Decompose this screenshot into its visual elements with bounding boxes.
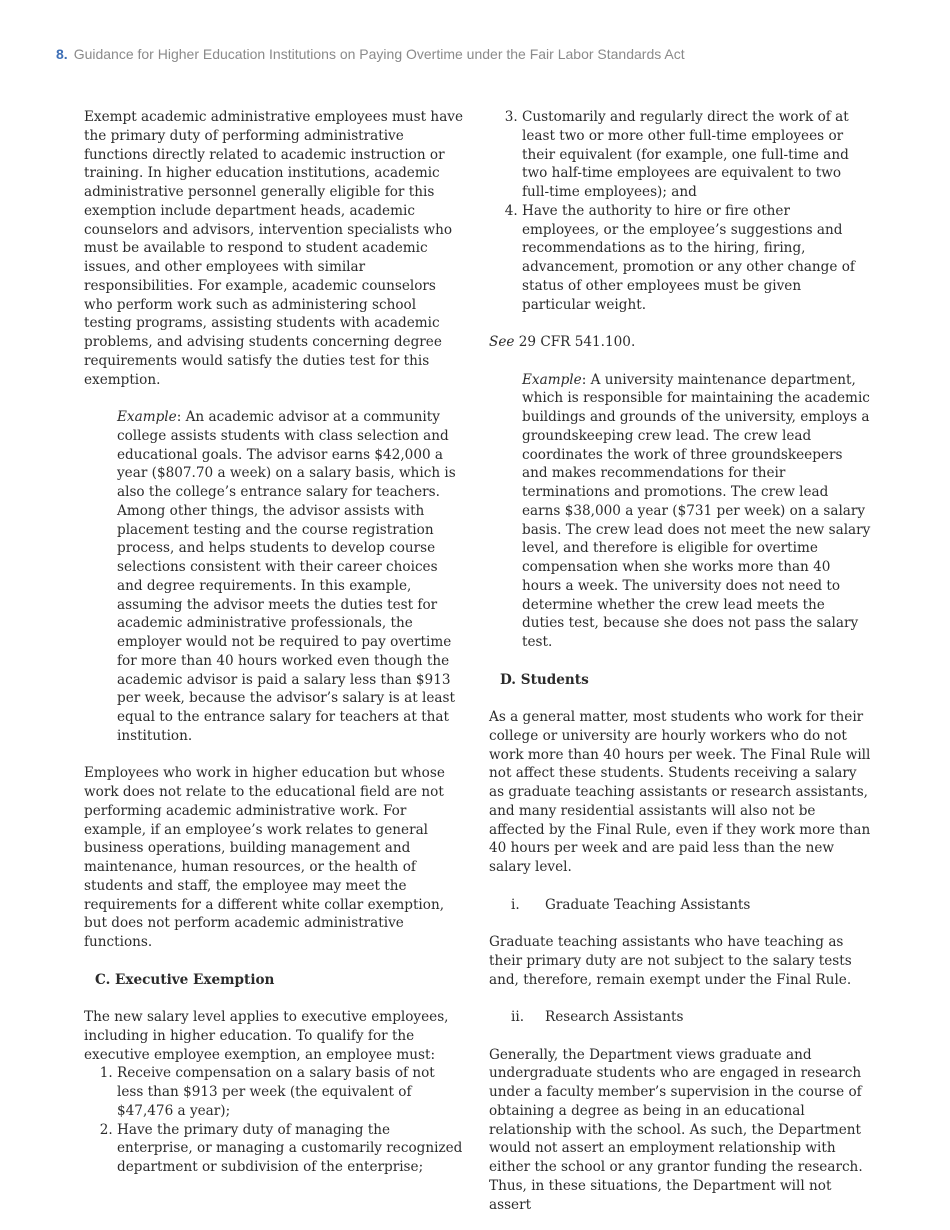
paragraph-students: As a general matter, most students who work for their college or university are hourly workers who do not work more than 40 hours per week. The Final Rule will not affect these students. Students receiving a salary as graduate teaching assistants or research assistants, and many residential assistants will also not be affected by the Final Rule, even if they work more than 40 hours per week and are paid less than the new salary level. bbox=[489, 709, 871, 875]
example-label: Example bbox=[522, 371, 582, 388]
example-label: Example bbox=[117, 409, 177, 425]
subheading-title: Research Assistants bbox=[545, 1009, 684, 1025]
list-item: 1. Receive compensation on a salary basis of not less than $913 per week (the equivalent of $47,476 a year); bbox=[117, 1064, 464, 1120]
subheading-graduate-teaching-assistants bbox=[511, 896, 871, 915]
roman-numeral: ii. bbox=[511, 1009, 525, 1025]
page-header bbox=[56, 46, 685, 62]
example-academic-advisor bbox=[84, 408, 464, 746]
citation-text: 29 CFR 541.100. bbox=[514, 334, 636, 350]
paragraph-teaching-assistants: Graduate teaching assistants who have teaching as their primary duty are not subject to the salary tests and, therefore, remain exempt under the Final Rule. bbox=[489, 934, 852, 988]
subheading-title: Graduate Teaching Assistants bbox=[545, 896, 751, 913]
left-column bbox=[84, 108, 464, 1177]
paragraph-research-assistants: Generally, the Department views graduate and undergraduate students who are engaged in research under a faculty member’s supervision in the course of obtaining a degree as being in an educational relationship with the school. As such, the Department would not assert an employment relationship with either the school or any grantor funding the research. Thus, in these situations, the Department will not assert bbox=[489, 1046, 863, 1213]
example-text: : An academic advisor at a community college assists students with class selection and educational goals. The advisor earns $42,000 a year ($807.70 a week) on a salary basis, which is also the college’s entrance salary for teachers. Among other things, the advisor assists with placement testing and the course registration process, and helps students to develop course selections consistent with their career choices and degree requirements. In this example, assuming the advisor meets the duties test for academic administrative professionals, the employer would not be required to pay overtime for more than 40 hours worked even though the academic advisor is paid a salary less than $913 per week, because the advisor’s salary is at least equal to the entrance salary for teachers at that institution. bbox=[117, 409, 456, 744]
list-item: 3. Customarily and regularly direct the work of at least two or more other full-time employees or their equivalent (for example, one full-time and two half-time employees are equivalent to two full-time employees); and bbox=[522, 108, 871, 202]
paragraph-academic-admin: Exempt academic administrative employees must have the primary duty of performing administrative functions directly related to academic instruction or training. In higher education institutions, academic administrative personnel generally eligible for this exemption include department heads, academic counselors and advisors, intervention specialists who must be available to respond to student academic issues, and other employees with similar responsibilities. For example, academic counselors who perform work such as administering school testing programs, assisting students with academic problems, and advising students concerning degree requirements would satisfy the duties test for this exemption. bbox=[84, 109, 464, 388]
executive-requirements-list bbox=[84, 1064, 464, 1177]
executive-requirements-list-continued bbox=[489, 108, 871, 314]
citation bbox=[489, 333, 871, 352]
list-item: 4. Have the authority to hire or fire other employees, or the employee’s suggestions and recommendations as to the hiring, firing, advancement, promotion or any other change of status of other employees must be given particular weight. bbox=[522, 202, 871, 315]
heading-executive-exemption: C. Executive Exemption bbox=[95, 971, 275, 988]
list-item: 2. Have the primary duty of managing the enterprise, or managing a customarily recognized department or subdivision of the enterprise; bbox=[117, 1121, 464, 1177]
example-maintenance-crew bbox=[489, 371, 871, 652]
heading-students: D. Students bbox=[500, 671, 589, 688]
paragraph-executive-intro: The new salary level applies to executive employees, including in higher education. To qualify for the executive employee exemption, an employee must: bbox=[84, 1009, 449, 1063]
paragraph-non-academic: Employees who work in higher education but whose work does not relate to the educational field are not performing academic administrative work. For example, if an employee’s work relates to general business operations, building management and maintenance, human resources, or the health of students and staff, the employee may meet the requirements for a different white collar exemption, but does not perform academic administrative functions. bbox=[84, 765, 445, 950]
roman-numeral: i. bbox=[511, 896, 520, 913]
page-number: 8. bbox=[56, 46, 68, 62]
right-column bbox=[489, 108, 871, 1214]
see-label: See bbox=[489, 334, 515, 350]
example-text: : A university maintenance department, which is responsible for maintaining the academic buildings and grounds of the university, employs a groundskeeping crew lead. The crew lead coordinates the work of three groundskeepers and makes recommendations for their terminations and promotions. The crew lead earns $38,000 a year ($731 per week) on a salary basis. The crew lead does not meet the new salary level, and therefore is eligible for overtime compensation when she works more than 40 hours a week. The university does not need to determine whether the crew lead meets the duties test, because she does not pass the salary test. bbox=[522, 371, 871, 650]
subheading-research-assistants bbox=[511, 1008, 871, 1027]
document-title: Guidance for Higher Education Institutions on Paying Overtime under the Fair Labor Standards Act bbox=[73, 46, 685, 62]
